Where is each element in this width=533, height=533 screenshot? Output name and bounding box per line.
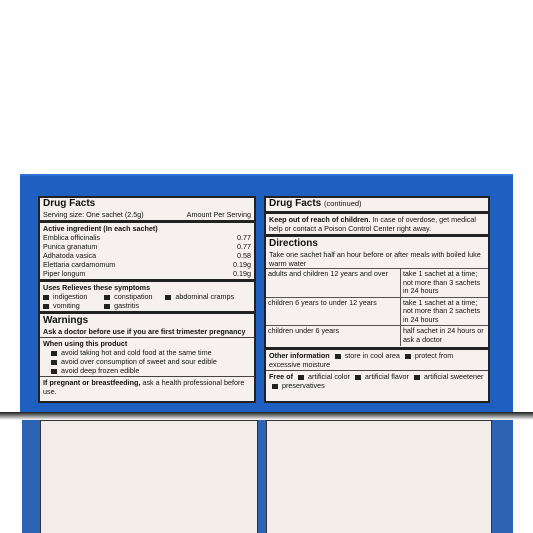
checkbox-icon xyxy=(405,354,411,359)
drug-facts-panel-left xyxy=(38,196,256,403)
drug-facts-panel-right xyxy=(264,196,490,403)
checkbox-icon xyxy=(165,295,171,300)
when-item: avoid deep frozen edible xyxy=(51,366,251,375)
ingredient-row: Punica granatum 0.77 xyxy=(43,242,251,251)
product-box xyxy=(20,174,513,417)
checkbox-icon xyxy=(335,354,341,359)
checkbox-icon xyxy=(51,369,57,374)
serving-size: Serving size: One sachet (2.5g) xyxy=(43,210,144,219)
reflection-panel-left xyxy=(40,420,258,533)
ingredient-row: Piper longum 0.19g xyxy=(43,269,251,278)
when-item: avoid over consumption of sweet and sour edible xyxy=(51,357,251,366)
amount-header: Amount Per Serving xyxy=(186,210,251,219)
ingredient-row: Emblica officinalis 0.77 xyxy=(43,233,251,242)
ingredient-list xyxy=(43,233,251,278)
ingredient-row: Adhatoda vasica 0.58 xyxy=(43,251,251,260)
table-cell: children under 6 years xyxy=(266,325,401,346)
checkbox-icon xyxy=(104,295,110,300)
table-cell: take 1 sachet at a time; not more than 3 sachets in 24 hours xyxy=(401,268,488,297)
use-item: gastritis xyxy=(104,301,165,310)
reflection-panel-right xyxy=(266,420,492,533)
other-information: Other information store in cool area protect from excessive moisture xyxy=(269,351,454,369)
warnings-text: Ask a doctor before use if you are first trimester pregnancy xyxy=(43,327,246,336)
table-cell: adults and children 12 years and over xyxy=(266,268,401,297)
keep-out-warning: Keep out of reach of children. In case of overdose, get medical help or contact a Poison Control Center right away. xyxy=(269,215,476,233)
checkbox-icon xyxy=(414,375,420,380)
dosage-table xyxy=(266,268,488,346)
panel-title: Drug Facts xyxy=(269,198,322,209)
use-item: abdominal cramps xyxy=(165,292,251,301)
use-item: constipation xyxy=(104,292,165,301)
checkbox-icon xyxy=(355,375,361,380)
free-of: Free of artificial color artificial flavor artificial sweetener preservatives xyxy=(269,372,484,390)
active-ingredient-header: Active ingredient (In each sachet) xyxy=(43,224,158,233)
directions-text: Take one sachet half an hour before or after meals with boiled luke warm water xyxy=(269,250,481,268)
checkbox-icon xyxy=(104,304,110,309)
checkbox-icon xyxy=(43,295,49,300)
continued-label: (continued) xyxy=(324,199,362,208)
table-cell: take 1 sachet at a time; not more than 2 sachets in 24 hours xyxy=(401,297,488,326)
ingredient-row: Elettaria cardamomum 0.19g xyxy=(43,260,251,269)
panel-title: Drug Facts xyxy=(43,198,96,209)
checkbox-icon xyxy=(43,304,49,309)
warnings-title: Warnings xyxy=(43,315,89,326)
use-item: vomiting xyxy=(43,301,104,310)
shelf-shadow xyxy=(0,412,533,420)
box-reflection xyxy=(22,420,513,533)
uses-header: Uses Relieves these symptoms xyxy=(43,283,151,292)
use-item: indigestion xyxy=(43,292,104,301)
directions-title: Directions xyxy=(269,238,318,249)
table-cell: half sachet in 24 hours or ask a doctor xyxy=(401,325,488,346)
pregnant-warning: If pregnant or breastfeeding, ask a health professional before use. xyxy=(43,378,245,396)
checkbox-icon xyxy=(51,360,57,365)
table-cell: children 6 years to under 12 years xyxy=(266,297,401,326)
checkbox-icon xyxy=(298,375,304,380)
uses-list xyxy=(43,292,251,310)
checkbox-icon xyxy=(51,351,57,356)
when-item: avoid taking hot and cold food at the same time xyxy=(51,348,251,357)
checkbox-icon xyxy=(272,384,278,389)
when-using-header: When using this product xyxy=(43,339,128,348)
